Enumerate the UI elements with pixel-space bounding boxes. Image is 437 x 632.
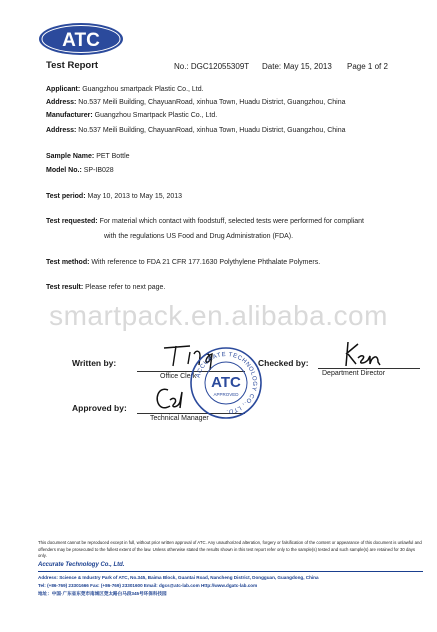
report-number: No.: DGC12055309T (174, 62, 250, 71)
footer-contact: Tel: (+86-769) 23301666 Fax: (+86-769) 23301600 Email: dgcs@atc-lab.com Http://www.dgatc-lab.com (38, 583, 258, 588)
manufacturer-row (46, 112, 217, 119)
manufacturer-address-value: No.537 Meili Building, ChayuanRoad, xinhua Town, Huadu District, Guangzhou, China (78, 127, 346, 134)
report-title: Test Report (46, 60, 99, 71)
report-date: Date: May 15, 2013 (262, 62, 332, 71)
test-period-row (46, 193, 182, 200)
applicant-label: Applicant: (46, 86, 81, 93)
seal-approved-text: APPROVED (213, 392, 239, 397)
official-seal (189, 346, 263, 420)
applicant-value: Guangzhou smartpack Plastic Co., Ltd. (82, 86, 204, 93)
approved-signature (150, 384, 186, 414)
watermark: smartpack.en.alibaba.com (49, 300, 388, 331)
logo-text: ATC (62, 30, 100, 51)
footer-divider (38, 571, 423, 572)
seal-ring-text: ACCURATE TECHNOLOGY CO., LTD. (195, 351, 258, 415)
sample-name-value: PET Bottle (96, 153, 130, 160)
checked-by-label: Checked by: (258, 358, 309, 368)
test-period-value: May 10, 2013 to May 15, 2013 (87, 193, 183, 200)
test-result-label: Test result: (46, 284, 84, 291)
test-result-value: Please refer to next page. (85, 284, 166, 291)
sample-name-row (46, 153, 130, 160)
applicant-address-row (46, 99, 346, 106)
approved-title: Technical Manager (150, 415, 209, 422)
seal-logo-text: ATC (211, 374, 241, 391)
test-requested-label: Test requested: (46, 218, 98, 225)
footer-cn-address: 地址：中国·广东省东莞市南城区莞太路白马段345号环保科技园 (38, 591, 167, 596)
model-no-value: SP-IB028 (83, 167, 114, 174)
footer-company-name: Accurate Technology Co., Ltd. (38, 562, 125, 568)
page-indicator: Page 1 of 2 (347, 62, 388, 71)
manufacturer-address-row (46, 127, 346, 134)
test-period-label: Test period: (46, 193, 86, 200)
test-requested-line2: with the regulations US Food and Drug Administration (FDA). (104, 233, 294, 240)
checked-signature (340, 340, 384, 368)
approved-by-label: Approved by: (72, 403, 127, 413)
footer-address: Address: Science & Industry Park of ATC, No.345, Baima Block, Guantai Road, Nancheng District, Dongguan, Guangdong, China (38, 575, 319, 580)
sample-name-label: Sample Name: (46, 153, 95, 160)
atc-logo (38, 22, 124, 56)
manufacturer-label: Manufacturer: (46, 112, 93, 119)
test-method-label: Test method: (46, 259, 90, 266)
written-by-label: Written by: (72, 358, 117, 368)
manufacturer-value: Guangzhou Smartpack Plastic Co., Ltd. (94, 112, 218, 119)
test-requested-row (46, 218, 364, 225)
applicant-row (46, 86, 204, 93)
test-method-row (46, 259, 320, 266)
model-no-row (46, 167, 114, 174)
written-title: Office Clerk (160, 373, 197, 380)
model-no-label: Model No.: (46, 167, 82, 174)
applicant-address-label: Address: (46, 99, 77, 106)
checked-signature-line (318, 368, 420, 369)
disclaimer-text: This document cannot be reproduced except in full, without prior written approval of ATC. Any unauthorized alteration, forgery or falsification of the content or appearance of this document is unlawful and offenders may be prosecuted to the fullest extent of the law. Unless otherwise stated the results shown in this test report refer only to the sample(s) tested and such sample(s) are retained for 30 days only. (38, 540, 422, 558)
applicant-address-value: No.537 Meili Building, ChayuanRoad, xinhua Town, Huadu District, Guangzhou, China (78, 99, 346, 106)
manufacturer-address-label: Address: (46, 127, 77, 134)
checked-title: Department Director (322, 370, 386, 377)
test-method-value: With reference to FDA 21 CFR 177.1630 Polythylene Phthalate Polymers. (91, 259, 321, 266)
test-result-row (46, 284, 165, 291)
test-requested-line1: For material which contact with foodstuff, selected tests were performed for compliant (99, 218, 364, 225)
